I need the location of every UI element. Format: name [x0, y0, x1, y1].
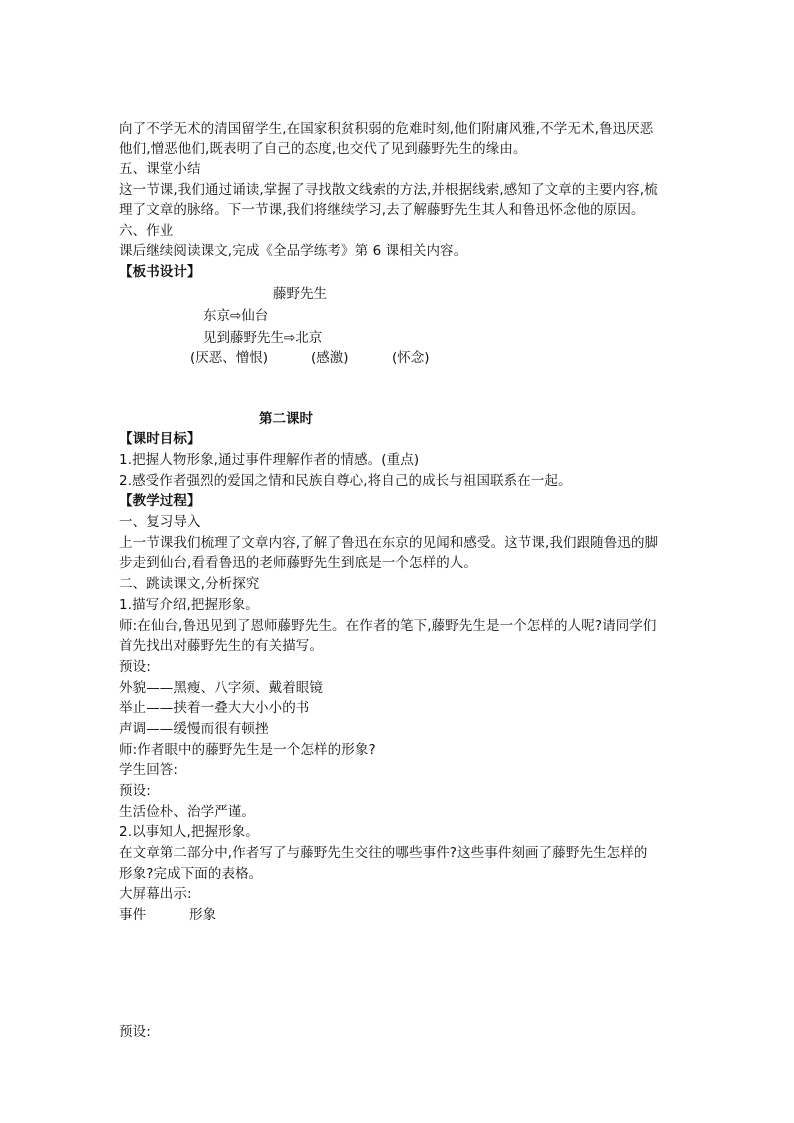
paragraph-line: 步走到仙台,看看鲁迅的老师藤野先生到底是一个怎样的人。 [119, 555, 477, 571]
preset-label: 预设: [119, 659, 151, 675]
paragraph-line: 大屏幕出示: [119, 886, 192, 902]
paragraph-line: 首先找出对藤野先生的有关描写。 [119, 638, 323, 654]
board-row-tokyo-sendai: 东京⇨仙台 [203, 308, 269, 324]
board-emotion-remembrance: (怀念) [392, 350, 430, 366]
sub-item: 2.以事知人,把握形象。 [119, 824, 259, 840]
paragraph-line: 上一节课我们梳理了文章内容,了解了鲁迅在东京的见闻和感受。这节课,我们跟随鲁迅的脚 [119, 535, 659, 551]
process-heading: 【教学过程】 [119, 493, 201, 509]
paragraph-line: 学生回答: [119, 762, 179, 778]
lesson-title: 第二课时 [259, 411, 313, 427]
goal-item: 1.把握人物形象,通过事件理解作者的情感。(重点) [119, 452, 420, 468]
description-line: 举止——挟着一叠大大小小的书 [119, 700, 310, 716]
description-line: 声调——缓慢而很有顿挫 [119, 721, 269, 737]
preset-label: 预设: [119, 1024, 151, 1040]
goals-heading: 【课时目标】 [119, 431, 201, 447]
section-heading-explore: 二、跳读课文,分析探究 [119, 576, 260, 592]
paragraph-line: 在文章第二部分中,作者写了与藤野先生交往的哪些事件?这些事件刻画了藤野先生怎样的 [119, 845, 648, 861]
paragraph-line: 这一节课,我们通过诵读,掌握了寻找散文线索的方法,并根据线索,感知了文章的主要内容,梳 [119, 182, 658, 198]
section-heading-summary: 五、课堂小结 [119, 161, 201, 177]
table-header-event: 事件 [119, 907, 147, 923]
board-title: 藤野先生 [273, 286, 327, 302]
paragraph-line: 课后继续阅读课文,完成《全品学练考》第 6 课相关内容。 [119, 243, 468, 259]
paragraph-line: 理了文章的脉络。下一节课,我们将继续学习,去了解藤野先生其人和鲁迅怀念他的原因。 [119, 202, 645, 218]
paragraph-line: 他们,憎恶他们,既表明了自己的态度,也交代了见到藤野先生的缘由。 [119, 141, 527, 157]
paragraph-line: 师:作者眼中的藤野先生是一个怎样的形象? [119, 742, 376, 758]
goal-item: 2.感受作者强烈的爱国之情和民族自尊心,将自己的成长与祖国联系在一起。 [119, 473, 572, 489]
board-emotion-gratitude: (感激) [311, 350, 349, 366]
description-line: 外貌——黑瘦、八字须、戴着眼镜 [119, 680, 323, 696]
preset-label: 预设: [119, 783, 151, 799]
board-design-heading: 【板书设计】 [119, 264, 201, 280]
table-header-image: 形象 [189, 907, 217, 923]
sub-item: 1.描写介绍,把握形象。 [119, 597, 259, 613]
paragraph-line: 形象?完成下面的表格。 [119, 866, 263, 882]
board-row-meet-beijing: 见到藤野先生⇨北京 [203, 330, 323, 346]
paragraph-line: 师:在仙台,鲁迅见到了恩师藤野先生。在作者的笔下,藤野先生是一个怎样的人呢?请同学们 [119, 618, 657, 634]
section-heading-review: 一、复习导入 [119, 514, 201, 530]
paragraph-line: 向了不学无术的清国留学生,在国家积贫积弱的危难时刻,他们附庸风雅,不学无术,鲁迅厌恶 [119, 121, 654, 137]
paragraph-line: 生活俭朴、治学严谨。 [119, 804, 255, 820]
board-emotion-disgust: (厌恶、憎恨) [190, 350, 269, 366]
section-heading-homework: 六、作业 [119, 223, 174, 239]
